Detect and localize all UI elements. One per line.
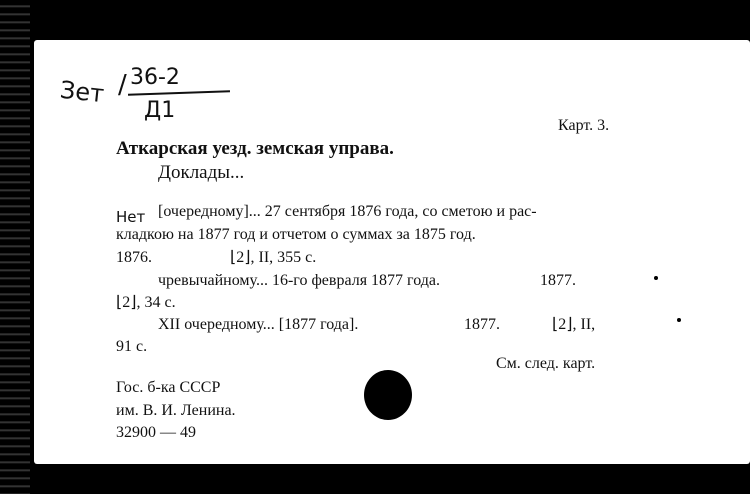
card-title: Аткарская уезд. земская управа. [116, 138, 394, 159]
entry-line-6-vol: ⌊2⌋, II, [552, 316, 596, 333]
library-stamp-line-2: им. В. И. Ленина. [116, 402, 236, 419]
entry-line-4: чревычайному... 16-го февраля 1877 года. [158, 272, 440, 289]
entry-line-2: кладкою на 1877 год и отчетом о суммах за 1875 год. [116, 226, 476, 243]
entry-line-6: XII очередному... [1877 года]. [158, 316, 359, 333]
handwritten-slash: / [118, 70, 127, 100]
handwritten-fraction-line [128, 90, 230, 96]
library-stamp-line-3: 32900 — 49 [116, 424, 196, 441]
handwritten-note: Нет [116, 208, 146, 226]
speck [677, 318, 681, 322]
handwritten-prefix: Зет [58, 75, 106, 109]
see-next-card: См. след. карт. [496, 355, 596, 372]
entry-line-5: ⌊2⌋, 34 с. [116, 294, 176, 311]
entry-line-7: 91 с. [116, 338, 148, 355]
entry-line-3-vol: ⌊2⌋, II, 355 с. [230, 249, 317, 266]
speck [654, 276, 658, 280]
catalog-card [34, 40, 750, 464]
handwritten-code-bottom: Д1 [144, 98, 176, 123]
card-subtitle: Доклады... [158, 162, 245, 183]
scan-edge [0, 0, 30, 494]
entry-line-1: [очередному]... 27 сентября 1876 года, со сметою и рас- [158, 203, 537, 220]
entry-line-6-year: 1877. [464, 316, 500, 333]
handwritten-code-top: 36-2 [130, 65, 180, 90]
library-stamp-line-1: Гос. б-ка СССР [116, 379, 221, 396]
entry-line-3-year: 1876. [116, 249, 152, 266]
entry-line-4-year: 1877. [540, 272, 576, 289]
card-number: Карт. 3. [558, 117, 610, 134]
punch-hole [364, 370, 412, 420]
